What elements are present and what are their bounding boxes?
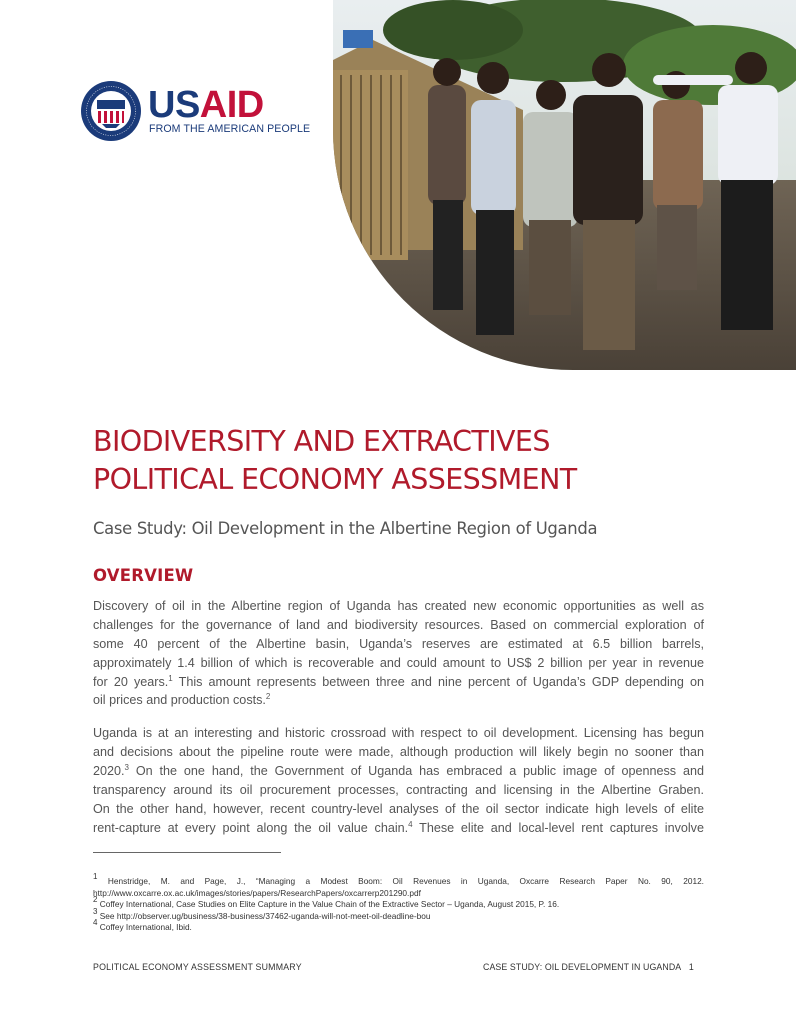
text-line: oil prices and production costs.$^2$ [93, 692, 271, 708]
footnote-2: $^2$ Coffey International, Case Studies on Elite Capture in the Value Chain of the Extractive Sector – Uganda, August 2015, P. 16. [93, 895, 560, 910]
footnote-1-link[interactable]: http://www.oxcarre.ox.ac.uk/images/stories/papers/ResearchPapers/oxcarrerp201290.pdf [93, 887, 421, 898]
text-line: rent-capture at every point along the oil value chain.$^4$ These elite and local-level rent captures involve [93, 819, 704, 835]
page-title [93, 423, 733, 499]
text-line: 2020.$^3$ On the one hand, the Government of Uganda has embraced a public image of openness and [93, 763, 704, 779]
cover-photo [333, 0, 796, 370]
footnote-1: $^1$ Henstridge, M. and Page, J., “Managing a Modest Boom: Oil Revenues in Uganda, Oxcarre Research Paper No. 90, 2012. [93, 872, 704, 886]
text-line: Discovery of oil in the Albertine region of Uganda has created new economic opportunities as well as [93, 599, 704, 613]
text-line: some 40 percent of the Albertine basin, Uganda’s reserves are estimated at 6.5 billion barrels, [93, 636, 704, 651]
paragraph-2 [93, 724, 704, 837]
usaid-tagline: FROM THE AMERICAN PEOPLE [149, 123, 311, 135]
text-line: On the other hand, however, recent country-level analyses of the oil sector indicate high levels of elite [93, 801, 704, 816]
page-number: 1 [688, 962, 694, 972]
paragraph-1 [93, 597, 704, 710]
text-line: Uganda is at an interesting and historic crossroad with respect to oil development. Licensing has begun [93, 726, 704, 741]
title-line-2: POLITICAL ECONOMY ASSESSMENT [93, 463, 577, 496]
overview-body [93, 597, 704, 838]
field-visit-photo-icon [333, 0, 796, 370]
footnote-ref-3: 3 [124, 763, 129, 773]
usaid-logo [80, 80, 311, 142]
footnote-ref-1: 1 [168, 673, 173, 683]
text-line: approximately 1.4 billion of which is recoverable and could amount to US$ 2 billion per year in revenue [93, 655, 704, 670]
footnotes [93, 872, 704, 934]
text-line: transparency around its oil procurement processes, contracting and licensing in the Albertine Graben. [93, 783, 704, 798]
usaid-seal-icon [80, 80, 142, 142]
title-line-1: BIODIVERSITY AND EXTRACTIVES [93, 425, 550, 458]
usaid-wordmark: USAID [148, 84, 264, 126]
footnote-4: $^4$ Coffey International, Ibid. [93, 918, 192, 933]
footer-left: POLITICAL ECONOMY ASSESSMENT SUMMARY [93, 962, 302, 972]
footnote-ref-2: 2 [265, 692, 271, 702]
page-subtitle: Case Study: Oil Development in the Albertine Region of Uganda [93, 519, 598, 538]
text-line: and decisions about the pipeline route were made, although production will likely begin no sooner than [93, 745, 704, 760]
footnote-3[interactable]: $^3$ See http://observer.ug/business/38-business/37462-uganda-will-not-meet-oil-deadline-bou [93, 906, 431, 921]
section-heading-overview: OVERVIEW [93, 566, 194, 585]
footer-right: CASE STUDY: OIL DEVELOPMENT IN UGANDA 1 [483, 962, 694, 972]
footnote-ref-4: 4 [408, 819, 413, 829]
footnote-divider [93, 852, 281, 853]
text-line: challenges for the governance of land and biodiversity resources. Based on commercial exploration of [93, 617, 704, 632]
text-line: for 20 years.$^1$ This amount represents between three and nine percent of Uganda’s GDP depending on [93, 673, 705, 689]
